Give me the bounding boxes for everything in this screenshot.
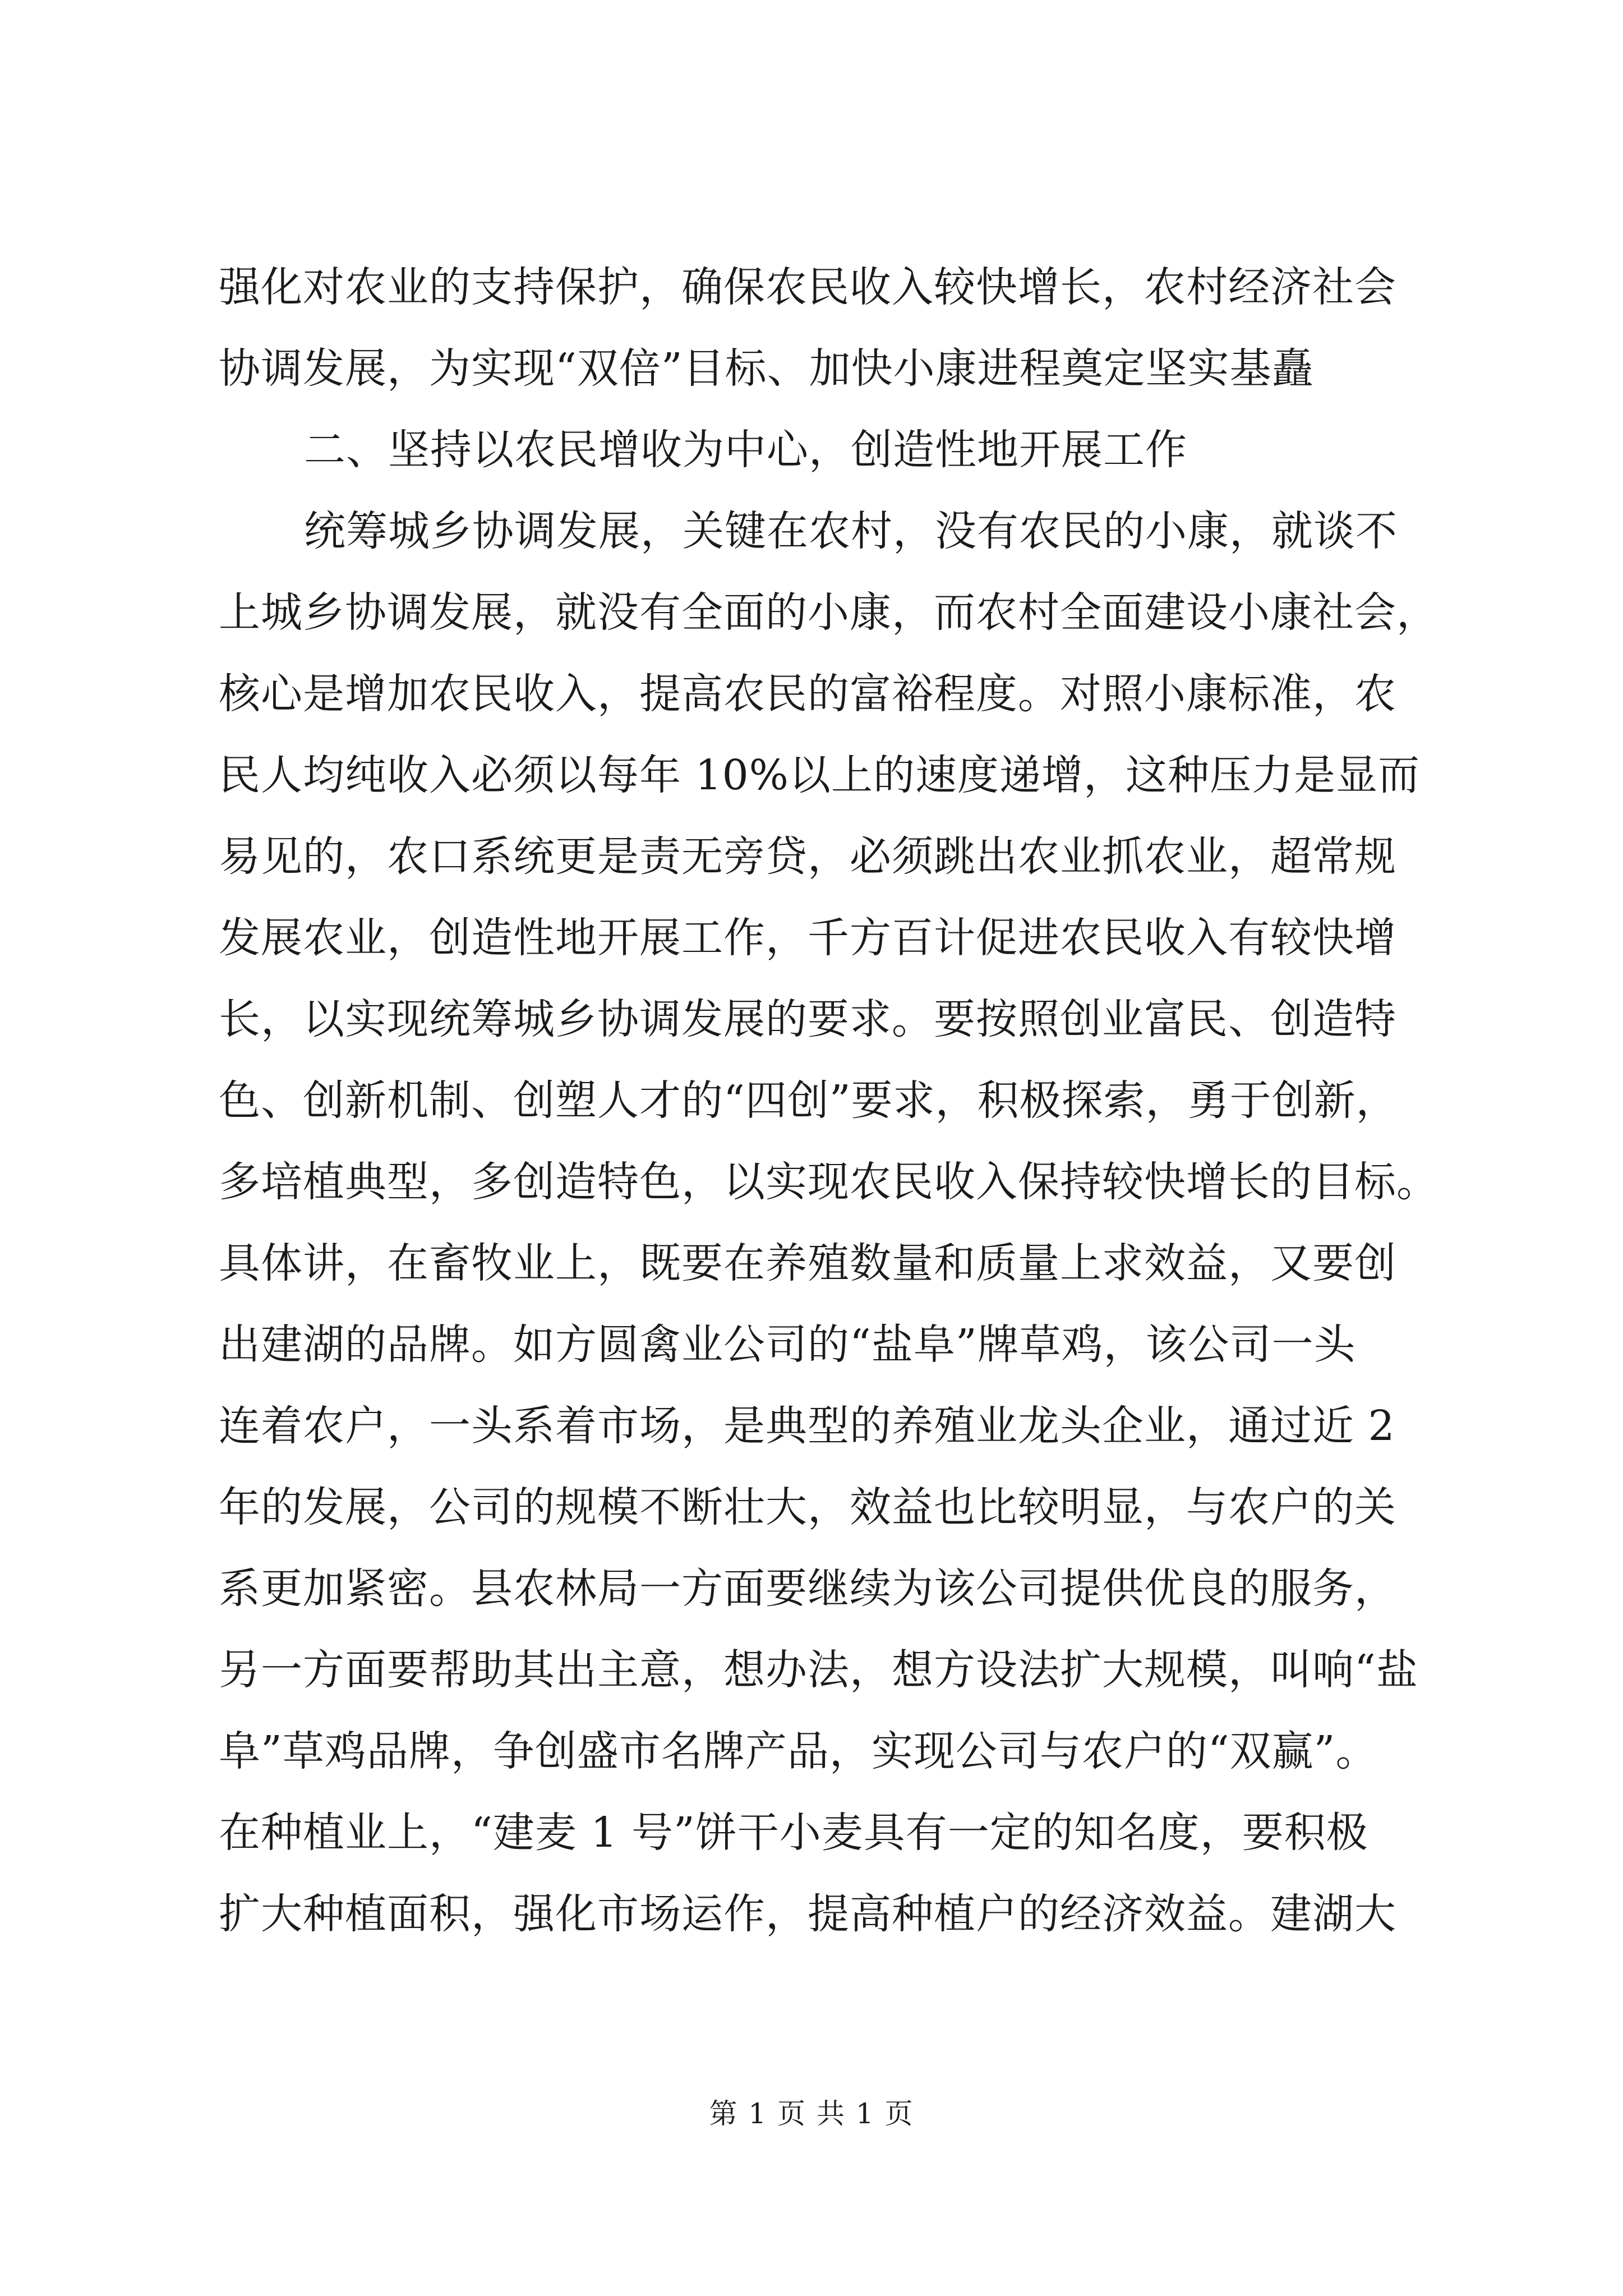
text-line-2: 协调发展，为实现“双倍”目标、加快小康进程奠定坚实基矗 bbox=[219, 344, 1314, 393]
text-line-15: 连着农户，一头系着市场，是典型的养殖业龙头企业，通过近 2 bbox=[219, 1402, 1395, 1450]
text-line-9: 发展农业，创造性地开展工作，千方百计促进农民收入有较快增 bbox=[219, 914, 1396, 962]
text-line-5: 上城乡协调发展，就没有全面的小康，而农村全面建设小康社会， bbox=[219, 588, 1438, 637]
text-line-11: 色、创新机制、创塑人才的“四创”要求，积极探索，勇于创新， bbox=[219, 1076, 1398, 1125]
text-line-14: 出建湖的品牌。如方圆禽业公司的“盐阜”牌草鸡，该公司一头 bbox=[219, 1320, 1356, 1369]
document-body bbox=[219, 247, 1438, 1955]
text-line-20: 在种植业上，“建麦 1 号”饼干小麦具有一定的知名度，要积极 bbox=[219, 1809, 1368, 1857]
section-heading: 二、坚持以农民增收为中心，创造性地开展工作 bbox=[304, 426, 1187, 474]
text-line-19: 阜”草鸡品牌，争创盛市名牌产品，实现公司与农户的“双赢”。 bbox=[219, 1727, 1378, 1775]
text-line-8: 易见的，农口系统更是责无旁贷，必须跳出农业抓农业，超常规 bbox=[219, 832, 1396, 881]
text-line-18: 另一方面要帮助其出主意，想办法，想方设法扩大规模，叫响“盐 bbox=[219, 1646, 1418, 1694]
text-line-4: 统筹城乡协调发展，关键在农村，没有农民的小康，就谈不 bbox=[304, 507, 1398, 555]
text-line-13: 具体讲，在畜牧业上，既要在养殖数量和质量上求效益，又要创 bbox=[219, 1239, 1396, 1287]
page-footer: 第 1 页 共 1 页 bbox=[709, 2097, 914, 2130]
text-line-1: 强化对农业的支持保护，确保农民收入较快增长，农村经济社会 bbox=[219, 263, 1396, 311]
text-line-21: 扩大种植面积，强化市场运作，提高种植户的经济效益。建湖大 bbox=[219, 1890, 1396, 1938]
text-line-16: 年的发展，公司的规模不断壮大，效益也比较明显，与农户的关 bbox=[219, 1483, 1396, 1531]
text-line-7: 民人均纯收入必须以每年 10%以上的速度递增，这种压力是显而 bbox=[219, 751, 1420, 799]
text-line-10: 长，以实现统筹城乡协调发展的要求。要按照创业富民、创造特 bbox=[219, 995, 1396, 1043]
text-line-12: 多培植典型，多创造特色，以实现农民收入保持较快增长的目标。 bbox=[219, 1158, 1438, 1206]
text-line-17: 系更加紧密。县农林局一方面要继续为该公司提供优良的服务， bbox=[219, 1565, 1396, 1613]
text-line-6: 核心是增加农民收入，提高农民的富裕程度。对照小康标准，农 bbox=[219, 670, 1396, 718]
